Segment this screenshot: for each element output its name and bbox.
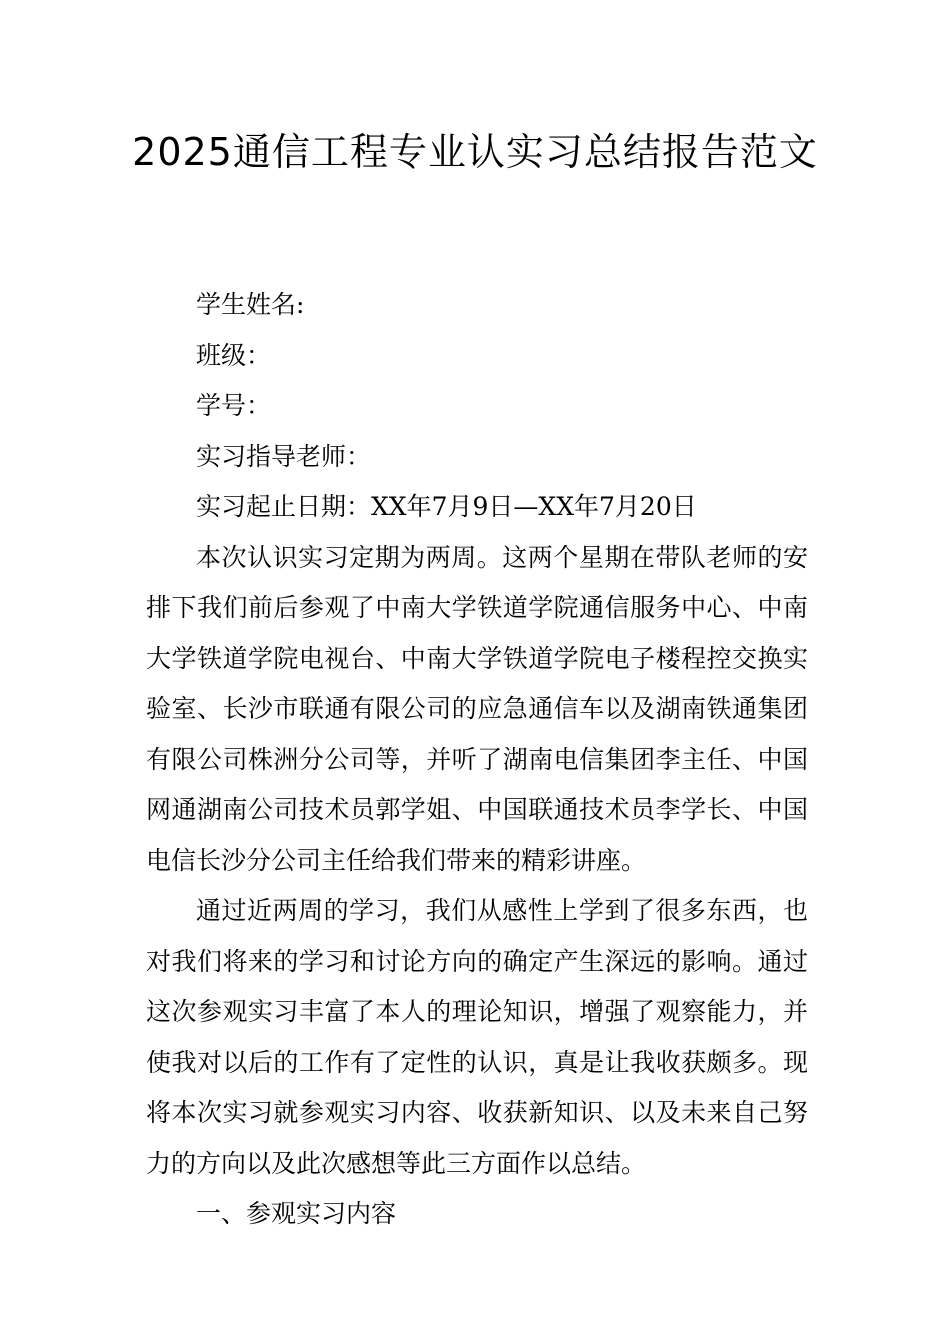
document-body [146, 280, 808, 1240]
student-name-field: 学生姓名: [196, 290, 305, 319]
paragraph-internship-overview: 本次认识实习定期为两周。这两个星期在带队老师的安排下我们前后参观了中南大学铁道学院通信服务中心、中南大学铁道学院电视台、中南大学铁道学院电子楼程控交换实验室、长沙市联通有限公司的应急通信车以及湖南铁通集团有限公司株洲分公司等，并听了湖南电信集团李主任、中国网通湖南公司技术员郭学姐、中国联通技术员李学长、中国电信长沙分公司主任给我们带来的精彩讲座。 [146, 542, 808, 875]
section-heading: 一、参观实习内容 [196, 1199, 397, 1228]
advisor-field: 实习指导老师： [196, 441, 372, 471]
paragraph-internship-gains: 通过近两周的学习，我们从感性上学到了很多东西，也对我们将来的学习和讨论方向的确定产生深远的影响。通过这次参观实习丰富了本人的理论知识，增强了观察能力，并使我对以后的工作有了定性的认识，真是让我收获颇多。现将本次实习就参观实习内容、收获新知识、以及未来自己努力的方向以及此次感想等此三方面作以总结。 [146, 896, 808, 1178]
student-id-field: 学号： [196, 391, 272, 420]
internship-dates-field: 实习起止日期：XX年7月9日—XX年7月20日 [196, 492, 697, 521]
document-title: 2025通信工程专业认实习总结报告范文 [132, 130, 818, 174]
class-field: 班级： [196, 340, 272, 370]
